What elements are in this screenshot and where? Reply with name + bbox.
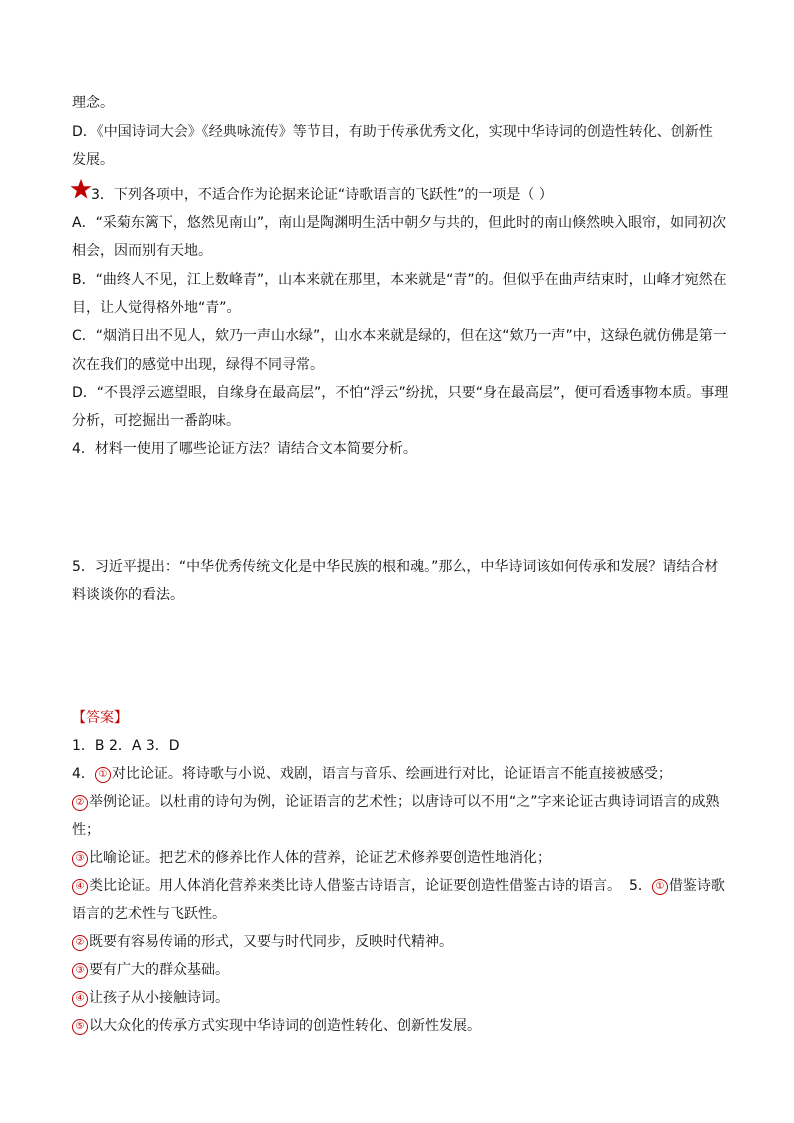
answer-q5-item-2-text: 既要有容易传诵的形式，又要与时代同步，反映时代精神。: [89, 934, 453, 950]
question-4: 4．材料一使用了哪些论证方法？请结合文本简要分析。: [72, 441, 417, 457]
answer-q4-item-4-text: 类比论证。用人体消化营养来类比诗人借鉴古诗语言，论证要创造性借鉴古诗的语言。: [89, 878, 621, 894]
answer-q4-item-3-text: 比喻论证。把艺术的修养比作人体的营养，论证艺术修养要创造性地消化；: [89, 850, 551, 866]
circled-number-2: ②: [72, 795, 88, 811]
circled-number-q5-2: ②: [72, 935, 88, 951]
answer-q4-item-2-cont: 性；: [72, 822, 100, 838]
text-line-option-d: D．《中国诗词大会》《经典咏流传》等节目，有助于传承优秀文化，实现中华诗词的创造性转化、创新性: [72, 124, 713, 140]
answer-q5-item-5: [72, 1016, 481, 1036]
answer-q4-item-2-text: 举例论证。以杜甫的诗句为例，论证语言的艺术性；以唐诗可以不用“之”字来论证古典诗词语言的成熟: [89, 794, 720, 810]
q3-option-d-line2: 分析，可挖掘出一番韵味。: [72, 413, 240, 429]
answer-q5-item-2: [72, 932, 453, 952]
question-3-title: 3．下列各项中，不适合作为论据来论证“诗歌语言的飞跃性”的一项是（ ）: [91, 187, 553, 203]
question-5-line2: 料谈谈你的看法。: [72, 587, 184, 603]
answer-q5-prefix: 5．: [629, 878, 652, 894]
circled-number-q5-1: ①: [652, 879, 668, 895]
answer-q5-item-5-text: 以大众化的传承方式实现中华诗词的创造性转化、创新性发展。: [89, 1018, 481, 1034]
answer-q5-item-3: [72, 960, 229, 980]
circled-number-1: ①: [95, 767, 111, 783]
question-5-line1: 5．习近平提出：“中华优秀传统文化是中华民族的根和魂。”那么，中华诗词该如何传承和发展？请结合材: [72, 559, 719, 575]
answer-q5-item-4: [72, 988, 229, 1008]
text-line-development: 发展。: [72, 152, 114, 168]
answer-multiple-choice: 1．B 2．A 3．D: [72, 738, 180, 754]
answer-q5-head: [629, 876, 725, 896]
q3-option-b-line1: B．“曲终人不见，江上数峰青”，山本来就在那里，本来就是“青”的。但似乎在曲声结束时，山峰才宛然在: [72, 272, 727, 288]
answer-q4-item-3: [72, 848, 551, 868]
q3-option-d-line1: D．“不畏浮云遮望眼，自缘身在最高层”，不怕“浮云”纷扰，只要“身在最高层”，便可看透事物本质。事理: [72, 385, 729, 401]
circled-number-3: ③: [72, 851, 88, 867]
answer-q5-item-1-cont: 语言的艺术性与飞跃性。: [72, 906, 226, 922]
answer-q4-item-1: [72, 764, 672, 784]
answer-q4-item-1-text: 对比论证。将诗歌与小说、戏剧，语言与音乐、绘画进行对比，论证语言不能直接被感受；: [111, 766, 672, 782]
q3-option-b-line2: 目，让人觉得格外地“青”。: [72, 300, 241, 316]
circled-number-q5-3: ③: [72, 963, 88, 979]
text-line-concept: 理念。: [72, 95, 114, 111]
answer-q4-item-2: [72, 792, 720, 812]
answer-q4-prefix: 4．: [72, 766, 95, 782]
circled-number-q5-4: ④: [72, 991, 88, 1007]
q3-option-c-line2: 次在我们的感觉中出现，绿得不同寻常。: [72, 357, 324, 373]
answer-q4-item-4: [72, 876, 621, 896]
q3-option-c-line1: C．“烟消日出不见人，欸乃一声山水绿”，山水本来就是绿的，但在这“欸乃一声”中，这绿色就仿佛是第一: [72, 328, 727, 344]
q3-option-a-line1: A．“采菊东篱下，悠然见南山”，南山是陶渊明生活中朝夕与共的，但此时的南山倏然映入眼帘，如同初次: [72, 215, 727, 231]
answer-q5-item-4-text: 让孩子从小接触诗词。: [89, 990, 229, 1006]
answer-q5-item-3-text: 要有广大的群众基础。: [89, 962, 229, 978]
circled-number-q5-5: ⑤: [72, 1019, 88, 1035]
q3-option-a-line2: 相会，因而别有天地。: [72, 243, 212, 259]
answer-heading: 【答案】: [72, 710, 128, 726]
answer-q5-head-text: 借鉴诗歌: [668, 878, 725, 894]
circled-number-4: ④: [72, 879, 88, 895]
star-icon: [70, 178, 92, 200]
